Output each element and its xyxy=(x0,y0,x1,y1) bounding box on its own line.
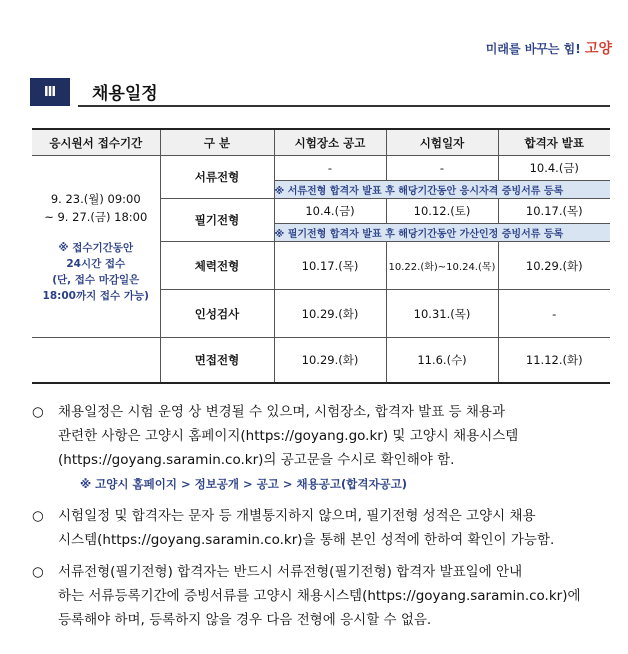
section-divider xyxy=(78,105,610,107)
note-line: 관련한 사항은 고양시 홈페이지(https://goyang.go.kr) 및 고양시 채용시스템 xyxy=(58,428,519,444)
header-period: 응시원서 접수기간 xyxy=(32,129,160,156)
note-line: 시험일정 및 합격자는 문자 등 개별통지하지 않으며, 필기전형 성적은 고양시 채용 xyxy=(58,508,536,524)
header-result: 합격자 발표 xyxy=(498,129,610,156)
result-cell: 10.4.(금) xyxy=(498,156,610,181)
place-cell: 10.4.(금) xyxy=(274,199,386,224)
note-sub-path: ※ 고양시 홈페이지 > 정보공개 > 공고 > 채용공고(합격자공고) xyxy=(80,477,408,491)
period-note-line: (단, 접수 마감일은 xyxy=(52,273,140,286)
date-cell: 10.31.(목) xyxy=(386,290,498,338)
note-line: 서류전형(필기전형) 합격자는 반드시 서류전형(필기전형) 합격자 발표일에 안내 xyxy=(58,564,523,580)
result-cell: - xyxy=(498,290,610,338)
note-line: 채용일정은 시험 운영 상 변경될 수 있으며, 시험장소, 합격자 발표 등 채용과 xyxy=(58,404,506,420)
period-note-line: 24시간 접수 xyxy=(66,257,126,270)
note-item xyxy=(32,504,616,552)
header-stage: 구 분 xyxy=(160,129,274,156)
period-empty-cell xyxy=(32,338,160,384)
note-item xyxy=(32,400,616,496)
period-start: 9. 23.(월) 09:00 xyxy=(50,191,141,206)
notes-list xyxy=(32,400,616,640)
period-end: ~ 9. 27.(금) 18:00 xyxy=(44,209,148,224)
result-cell: 10.29.(화) xyxy=(498,242,610,290)
header-place: 시험장소 공고 xyxy=(274,129,386,156)
slogan-text: 미래를 바꾸는 힘! xyxy=(485,42,581,56)
place-cell: 10.29.(화) xyxy=(274,290,386,338)
date-cell: 11.6.(수) xyxy=(386,338,498,384)
section-number: Ⅲ xyxy=(30,78,70,106)
result-cell: 10.17.(목) xyxy=(498,199,610,224)
section-title: 채용일정 xyxy=(92,84,158,104)
slogan xyxy=(486,38,612,58)
section-header xyxy=(30,78,610,108)
bullet-circle-icon: ○ xyxy=(32,404,44,420)
result-cell: 11.12.(화) xyxy=(498,338,610,384)
schedule-table xyxy=(32,128,610,384)
note-line: 등록해야 하며, 등록하지 않을 경우 다음 전형에 응시할 수 없음. xyxy=(58,612,432,628)
place-cell: 10.17.(목) xyxy=(274,242,386,290)
date-cell: 10.22.(화)~10.24.(목) xyxy=(386,242,498,290)
note-line: 하는 서류등록기간에 증빙서류를 고양시 채용시스템(https://goyang.saramin.co.kr)에 xyxy=(58,588,581,604)
stage-cell: 서류전형 xyxy=(160,156,274,199)
stage-cell: 체력전형 xyxy=(160,242,274,290)
place-cell: 10.29.(화) xyxy=(274,338,386,384)
period-note-line: ※ 접수기간동안 xyxy=(58,241,134,254)
period-note-line: 18:00까지 접수 가능) xyxy=(42,289,149,302)
header-date: 시험일자 xyxy=(386,129,498,156)
stage-note: ※ 서류전형 합격자 발표 후 해당기간동안 응시자격 증빙서류 등록 xyxy=(274,181,610,199)
table-row xyxy=(32,156,610,181)
date-cell: - xyxy=(386,156,498,181)
period-note xyxy=(32,240,160,304)
stage-cell: 필기전형 xyxy=(160,199,274,242)
note-line: 시스템(https://goyang.saramin.co.kr)을 통해 본인 성적에 한하여 확인이 가능함. xyxy=(58,532,555,548)
bullet-circle-icon: ○ xyxy=(32,564,44,580)
table-row xyxy=(32,338,610,384)
date-cell: 10.12.(토) xyxy=(386,199,498,224)
note-item xyxy=(32,560,616,632)
stage-cell: 면접전형 xyxy=(160,338,274,384)
slogan-brand: 고양 xyxy=(584,41,612,57)
place-cell: - xyxy=(274,156,386,181)
application-period xyxy=(32,156,160,338)
stage-note: ※ 필기전형 합격자 발표 후 해당기간동안 가산인정 증빙서류 등록 xyxy=(274,224,610,242)
stage-cell: 인성검사 xyxy=(160,290,274,338)
table-header-row xyxy=(32,129,610,156)
note-line: (https://goyang.saramin.co.kr)의 공고문을 수시로 확인해야 함. xyxy=(58,452,455,468)
bullet-circle-icon: ○ xyxy=(32,508,44,524)
